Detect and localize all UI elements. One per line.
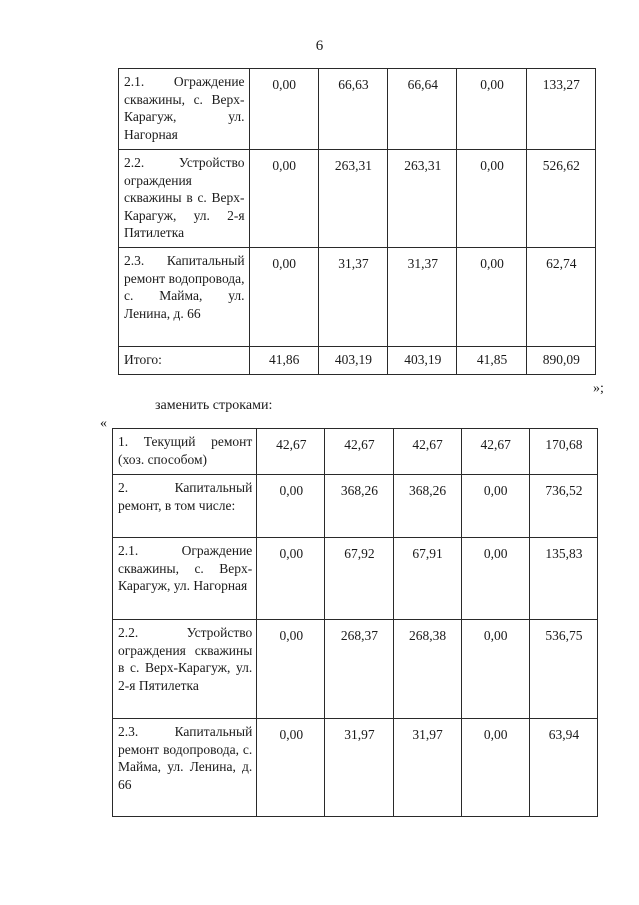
- row-label: 2.3. Капитальный ремонт водопровода, с. Майма, ул. Ленина, д. 66: [119, 248, 250, 347]
- row-label: 2.1. Ограждение скважины, с. Верх-Карагуж, ул. Нагорная: [119, 69, 250, 150]
- table-row: [113, 538, 598, 620]
- value-cell: 42,67: [393, 429, 461, 475]
- value-cell: 263,31: [388, 150, 457, 248]
- table-row: [119, 69, 596, 150]
- value-cell: 133,27: [526, 69, 595, 150]
- value-cell: 0,00: [257, 719, 325, 817]
- value-cell: 263,31: [318, 150, 387, 248]
- value-cell: 0,00: [461, 475, 529, 538]
- total-value-cell: 41,86: [249, 347, 318, 375]
- opening-quote: «: [100, 416, 107, 431]
- row-label: 2.2. Устройство ограждения скважины в с. Верх-Карагуж, ул. 2-я Пятилетка: [113, 620, 257, 719]
- value-cell: 31,37: [318, 248, 387, 347]
- replace-instruction: заменить строками:: [155, 398, 273, 413]
- table-row: [113, 429, 598, 475]
- value-cell: 67,92: [325, 538, 393, 620]
- value-cell: 0,00: [249, 248, 318, 347]
- new-rows-table: [112, 428, 598, 817]
- value-cell: 31,97: [325, 719, 393, 817]
- value-cell: 368,26: [325, 475, 393, 538]
- total-value-cell: 41,85: [457, 347, 526, 375]
- row-label: 2.3. Капитальный ремонт водопровода, с. Майма, ул. Ленина, д. 66: [113, 719, 257, 817]
- value-cell: 0,00: [249, 69, 318, 150]
- value-cell: 0,00: [457, 248, 526, 347]
- value-cell: 268,37: [325, 620, 393, 719]
- total-value-cell: 403,19: [318, 347, 387, 375]
- table-row: [119, 248, 596, 347]
- total-label: Итого:: [119, 347, 250, 375]
- row-label: 1. Текущий ремонт (хоз. способом): [113, 429, 257, 475]
- closing-quote: »;: [593, 381, 604, 396]
- value-cell: 170,68: [529, 429, 597, 475]
- total-value-cell: 403,19: [388, 347, 457, 375]
- old-rows-table: [118, 68, 596, 375]
- page-number: 6: [315, 38, 324, 54]
- table-row: [113, 620, 598, 719]
- value-cell: 42,67: [325, 429, 393, 475]
- value-cell: 0,00: [249, 150, 318, 248]
- value-cell: 66,63: [318, 69, 387, 150]
- table-row: [119, 150, 596, 248]
- value-cell: 31,37: [388, 248, 457, 347]
- value-cell: 66,64: [388, 69, 457, 150]
- table-row: [113, 475, 598, 538]
- value-cell: 0,00: [257, 475, 325, 538]
- value-cell: 135,83: [529, 538, 597, 620]
- value-cell: 0,00: [257, 620, 325, 719]
- value-cell: 67,91: [393, 538, 461, 620]
- value-cell: 62,74: [526, 248, 595, 347]
- value-cell: 42,67: [461, 429, 529, 475]
- value-cell: 0,00: [257, 538, 325, 620]
- value-cell: 368,26: [393, 475, 461, 538]
- value-cell: 0,00: [461, 620, 529, 719]
- value-cell: 0,00: [461, 719, 529, 817]
- total-value-cell: 890,09: [526, 347, 595, 375]
- value-cell: 63,94: [529, 719, 597, 817]
- row-label: 2.1. Ограждение скважины, с. Верх-Карагуж, ул. Нагорная: [113, 538, 257, 620]
- total-row: [119, 347, 596, 375]
- row-label: 2. Капитальный ремонт, в том числе:: [113, 475, 257, 538]
- value-cell: 526,62: [526, 150, 595, 248]
- value-cell: 268,38: [393, 620, 461, 719]
- table-row: [113, 719, 598, 817]
- value-cell: 536,75: [529, 620, 597, 719]
- value-cell: 0,00: [457, 69, 526, 150]
- value-cell: 31,97: [393, 719, 461, 817]
- value-cell: 0,00: [457, 150, 526, 248]
- row-label: 2.2. Устройство ограждения скважины в с. Верх-Карагуж, ул. 2-я Пятилетка: [119, 150, 250, 248]
- value-cell: 736,52: [529, 475, 597, 538]
- value-cell: 0,00: [461, 538, 529, 620]
- value-cell: 42,67: [257, 429, 325, 475]
